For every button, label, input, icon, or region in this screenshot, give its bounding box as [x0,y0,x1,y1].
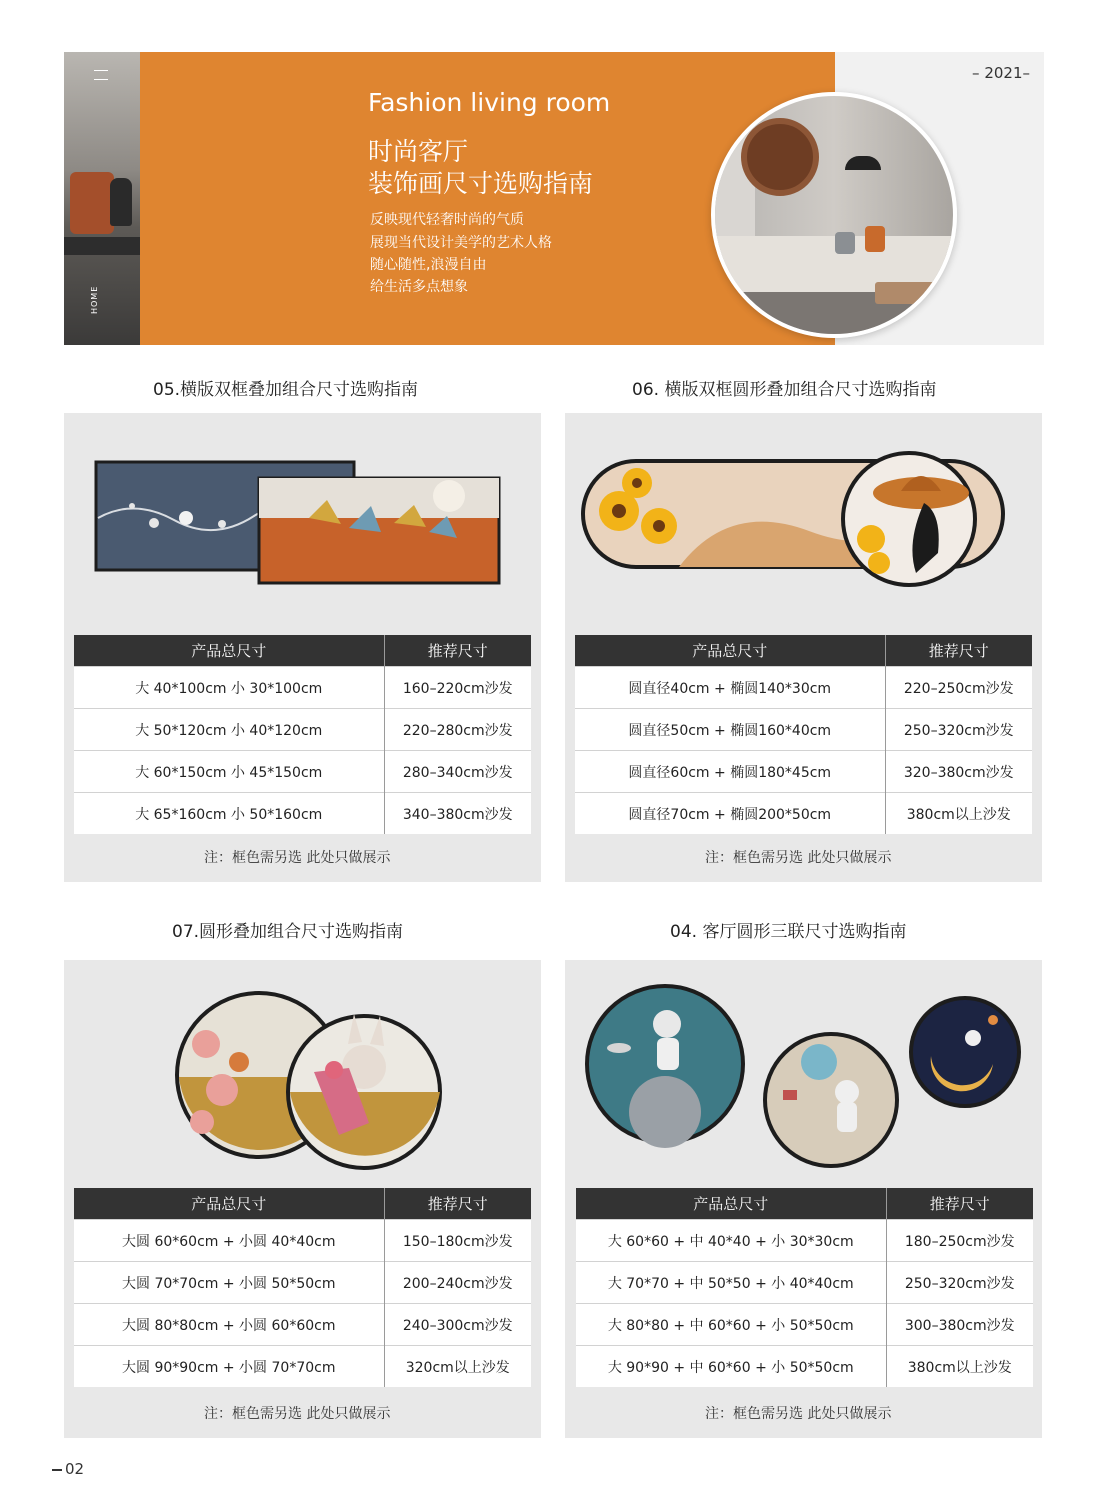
table-row [74,1304,531,1346]
size-cell: 圆直径40cm + 椭圆140*30cm [575,667,885,709]
size-cell: 圆直径70cm + 椭圆200*50cm [575,793,885,835]
size-cell: 大圆 90*90cm + 小圆 70*70cm [74,1346,384,1388]
pillow-image [835,232,855,254]
banner-slogan-line: 随心随性,浪漫自由 [370,257,487,273]
recommend-cell: 250–320cm沙发 [886,1262,1033,1304]
table-header-row [74,1188,531,1220]
section-panel-05 [64,413,541,882]
table-image [64,237,140,255]
wall-art-icon [741,118,819,196]
size-cell: 圆直径60cm + 椭圆180*45cm [575,751,885,793]
column-header: 产品总尺寸 [575,635,885,667]
recommend-cell: 280–340cm沙发 [384,751,531,793]
size-cell: 大 60*60 + 中 40*40 + 小 30*30cm [576,1220,886,1262]
size-cell: 大 50*120cm 小 40*120cm [74,709,384,751]
recommend-cell: 380cm以上沙发 [885,793,1032,835]
table-row [576,1304,1033,1346]
recommend-cell: 320–380cm沙发 [885,751,1032,793]
double-frame-product-image [94,458,514,593]
oval-circle-product-image [579,441,1029,591]
recommend-cell: 150–180cm沙发 [384,1220,531,1262]
banner-slogan-line: 给生活多点想象 [370,279,468,295]
table-row [575,709,1032,751]
section-title: 07.圆形叠加组合尺寸选购指南 [172,922,404,942]
page-number [52,1460,84,1478]
recommend-cell: 220–250cm沙发 [885,667,1032,709]
section-title: 06. 横版双框圆形叠加组合尺寸选购指南 [632,380,937,400]
size-cell: 圆直径50cm + 椭圆160*40cm [575,709,885,751]
recommend-cell: 320cm以上沙发 [384,1346,531,1388]
header-banner [64,52,1044,345]
frame-color-note: 注：框色需另选 此处只做展示 [705,1406,892,1422]
size-table [74,1188,531,1387]
table-row [74,709,531,751]
recommend-cell: 340–380cm沙发 [384,793,531,835]
section-title: 05.横版双框叠加组合尺寸选购指南 [153,380,419,400]
ottoman-image [875,282,945,304]
column-header: 推荐尺寸 [384,1188,531,1220]
size-cell: 大圆 70*70cm + 小圆 50*50cm [74,1262,384,1304]
side-label: HOME [90,285,99,314]
size-table [74,635,531,834]
table-row [576,1220,1033,1262]
table-row [575,751,1032,793]
pillow-image [865,226,885,252]
table-row [74,1262,531,1304]
banner-slogan-line: 反映现代轻奢时尚的气质 [370,212,524,228]
menu-icon [94,70,108,80]
frame-color-note: 注：框色需另选 此处只做展示 [204,1406,391,1422]
table-header-row [576,1188,1033,1220]
size-cell: 大 90*90 + 中 60*60 + 小 50*50cm [576,1346,886,1388]
size-cell: 大 40*100cm 小 30*100cm [74,667,384,709]
recommend-cell: 240–300cm沙发 [384,1304,531,1346]
table-row [576,1262,1033,1304]
size-cell: 大 60*150cm 小 45*150cm [74,751,384,793]
column-header: 推荐尺寸 [384,635,531,667]
vase-image [110,178,132,226]
column-header: 推荐尺寸 [885,635,1032,667]
size-cell: 大 65*160cm 小 50*160cm [74,793,384,835]
frame-color-note: 注：框色需另选 此处只做展示 [204,850,391,866]
column-header: 产品总尺寸 [74,1188,384,1220]
recommend-cell: 250–320cm沙发 [885,709,1032,751]
size-cell: 大 70*70 + 中 50*50 + 小 40*40cm [576,1262,886,1304]
frame-color-note: 注：框色需另选 此处只做展示 [705,850,892,866]
recommend-cell: 160–220cm沙发 [384,667,531,709]
table-header-row [74,635,531,667]
table-row [74,1220,531,1262]
table-row [74,667,531,709]
column-header: 产品总尺寸 [74,635,384,667]
pillow-image [70,172,114,234]
section-panel-07 [64,960,541,1438]
year-label: – 2021– [972,64,1030,82]
banner-title-cn: 时尚客厅 [368,137,469,166]
size-cell: 大 80*80 + 中 60*60 + 小 50*50cm [576,1304,886,1346]
recommend-cell: 200–240cm沙发 [384,1262,531,1304]
recommend-cell: 300–380cm沙发 [886,1304,1033,1346]
table-row [575,793,1032,835]
column-header: 推荐尺寸 [886,1188,1033,1220]
table-row [74,793,531,835]
table-header-row [575,635,1032,667]
page-number-dash [52,1469,62,1471]
recommend-cell: 380cm以上沙发 [886,1346,1033,1388]
column-header: 产品总尺寸 [576,1188,886,1220]
table-row [74,1346,531,1388]
section-panel-06 [565,413,1042,882]
banner-subtitle-cn: 装饰画尺寸选购指南 [368,169,594,198]
size-cell: 大圆 80*80cm + 小圆 60*60cm [74,1304,384,1346]
recommend-cell: 180–250cm沙发 [886,1220,1033,1262]
banner-title-en: Fashion living room [368,88,611,117]
table-row [74,751,531,793]
banner-slogan-line: 展现当代设计美学的艺术人格 [370,235,552,251]
table-row [576,1346,1033,1388]
living-room-photo-strip [64,52,140,345]
section-panel-04 [565,960,1042,1438]
size-cell: 大圆 60*60cm + 小圆 40*40cm [74,1220,384,1262]
living-room-photo-circle [711,92,957,338]
recommend-cell: 220–280cm沙发 [384,709,531,751]
size-table [576,1188,1033,1387]
triple-circle-product-image [581,982,1031,1172]
lamp-icon [845,156,881,170]
page-number-text: 02 [65,1460,85,1478]
size-table [575,635,1032,834]
section-title: 04. 客厅圆形三联尺寸选购指南 [670,922,907,942]
overlapping-circles-product-image [164,972,444,1172]
table-row [575,667,1032,709]
